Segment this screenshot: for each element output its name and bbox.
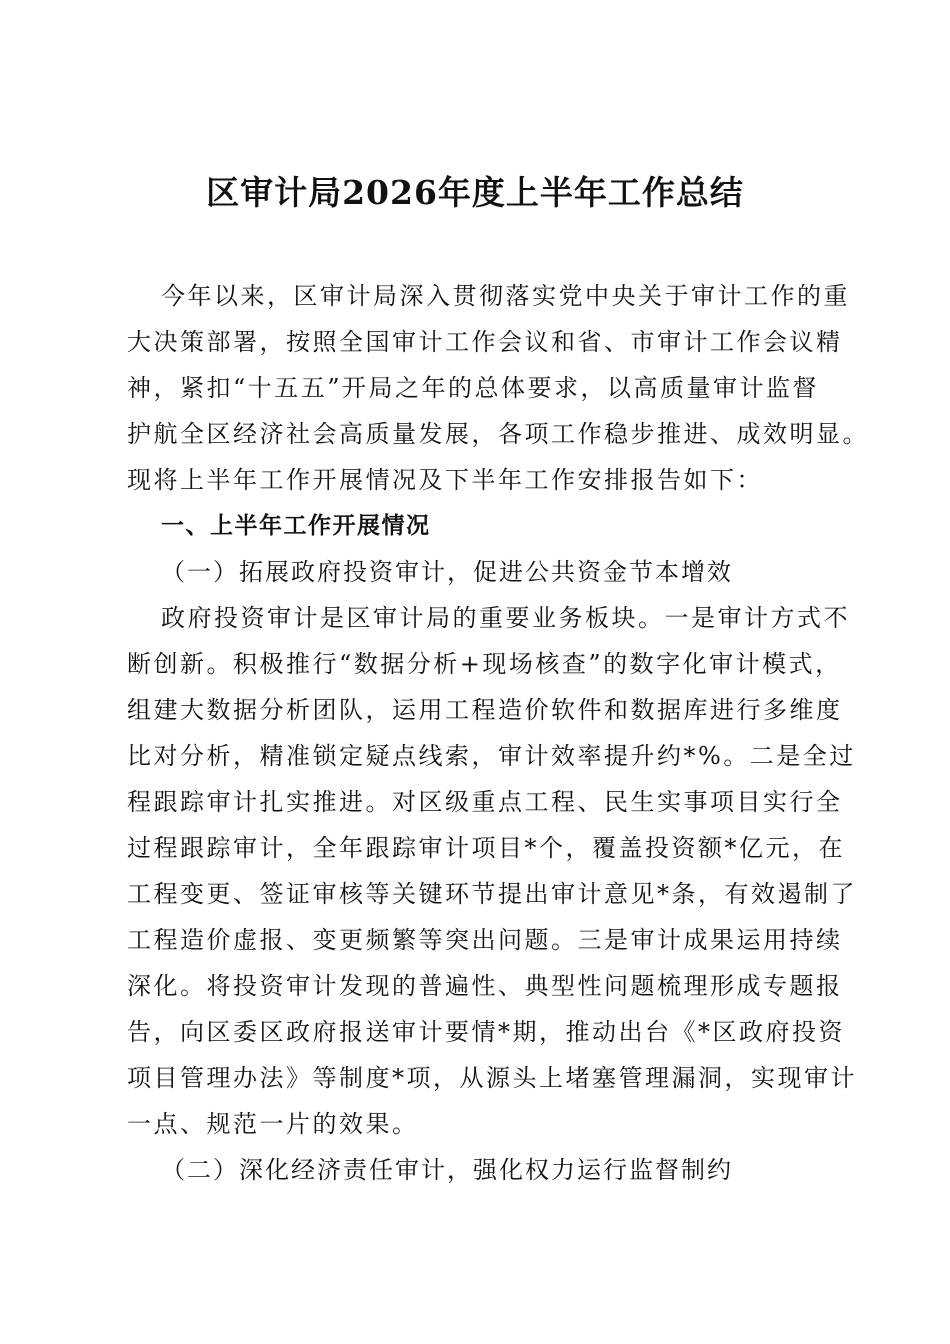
- section-heading: 一、上半年工作开展情况: [161, 513, 431, 539]
- paragraph-line: 断创新。积极推行“数据分析+现场核查”的数字化审计模式，: [127, 650, 842, 678]
- paragraph-line: 程跟踪审计扎实推进。对区级重点工程、民生实事项目实行全: [127, 788, 843, 816]
- document-body: [127, 273, 869, 1193]
- document-title: 区审计局2026年度上半年工作总结: [206, 173, 744, 212]
- subsection-heading: （二）深化经济责任审计，强化权力运行监督制约: [161, 1156, 733, 1184]
- paragraph-line: 政府投资审计是区审计局的重要业务板块。一是审计方式不: [161, 604, 850, 632]
- paragraph-line: 工程造价虚报、变更频繁等突出问题。三是审计成果运用持续: [127, 926, 843, 954]
- paragraph-line: 一点、规范一片的效果。: [127, 1110, 419, 1138]
- paragraph-line: 过程跟踪审计，全年跟踪审计项目*个，覆盖投资额*亿元，在: [127, 834, 845, 862]
- intro-line: 神，紧扣“十五五”开局之年的总体要求，以高质量审计监督: [127, 374, 820, 402]
- intro-line: 现将上半年工作开展情况及下半年工作安排报告如下：: [127, 466, 763, 494]
- paragraph-line: 比对分析，精准锁定疑点线索，审计效率提升约*%。二是全过: [127, 742, 856, 770]
- intro-line: 今年以来，区审计局深入贯彻落实党中央关于审计工作的重: [161, 282, 850, 310]
- paragraph-line: 告，向区委区政府报送审计要情*期，推动出台《*区政府投资: [127, 1018, 845, 1046]
- paragraph-line: 工程变更、签证审核等关键环节提出审计意见*条，有效遏制了: [127, 880, 857, 908]
- paragraph-line: 组建大数据分析团队，运用工程造价软件和数据库进行多维度: [127, 696, 843, 724]
- paragraph-line: 项目管理办法》等制度*项，从源头上堵塞管理漏洞，实现审计: [127, 1064, 857, 1092]
- subsection-heading: （一）拓展政府投资审计，促进公共资金节本增效: [161, 558, 733, 586]
- intro-line: 大决策部署，按照全国审计工作会议和省、市审计工作会议精: [127, 328, 843, 356]
- intro-line: 护航全区经济社会高质量发展，各项工作稳步推进、成效明显。: [127, 420, 869, 448]
- paragraph-line: 深化。将投资审计发现的普遍性、典型性问题梳理形成专题报: [127, 972, 843, 1000]
